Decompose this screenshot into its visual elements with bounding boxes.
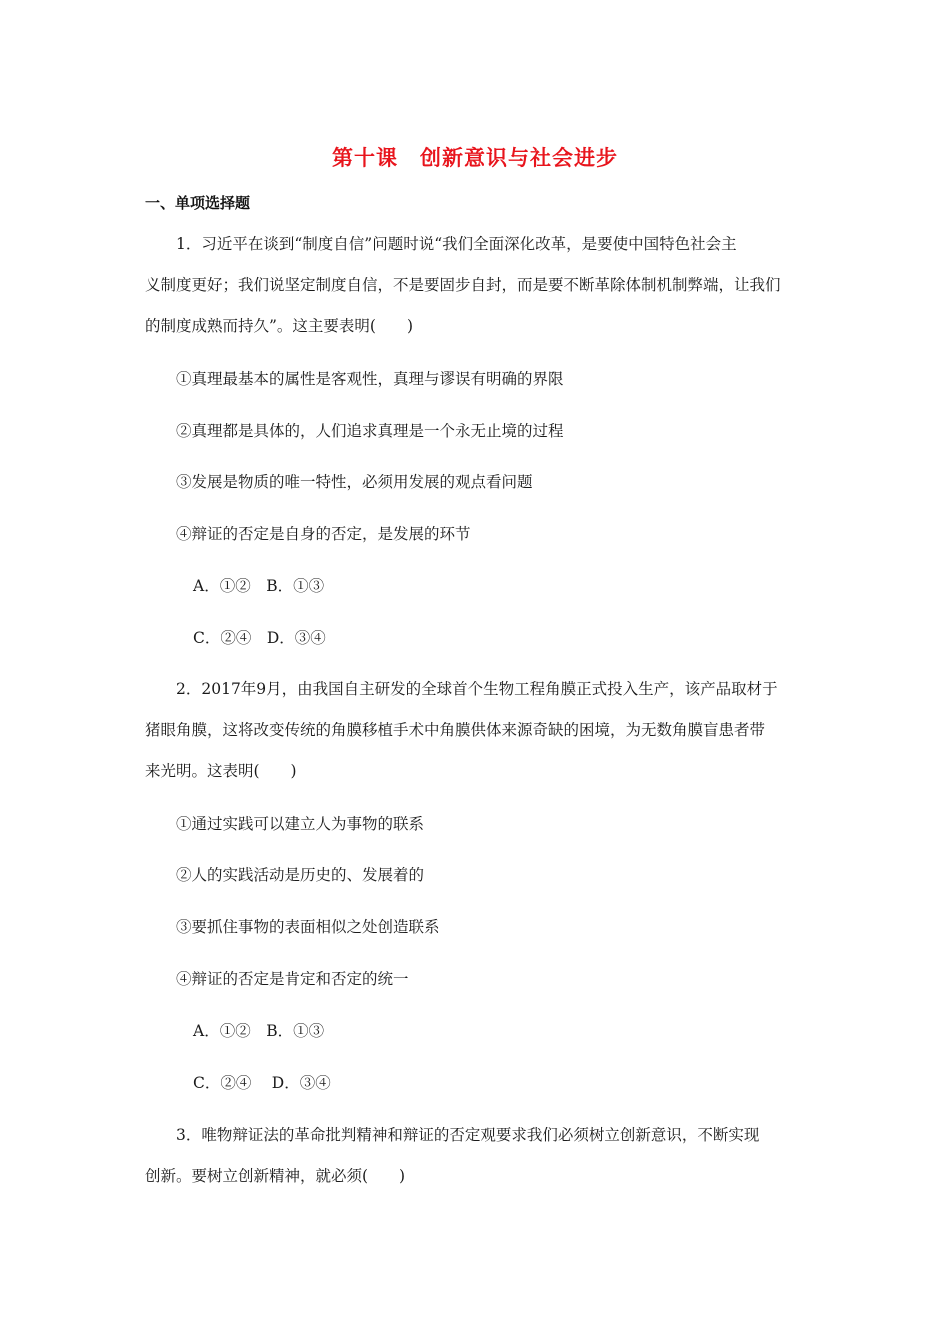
statement: ②人的实践活动是历史的、发展着的 <box>176 866 425 884</box>
answer-options: A．①② B．①③ <box>193 1022 325 1040</box>
question-stem-line: 创新。要树立创新精神，就必须( ) <box>145 1167 406 1185</box>
question-stem-line: 猪眼角膜，这将改变传统的角膜移植手术中角膜供体来源奇缺的困境，为无数角膜盲患者带 <box>145 721 766 739</box>
question-stem-line: 来光明。这表明( ) <box>145 762 297 780</box>
question-stem-line: 3．唯物辩证法的革命批判精神和辩证的否定观要求我们必须树立创新意识，不断实现 <box>176 1126 760 1144</box>
question-stem-line: 2．2017年9月，由我国自主研发的全球首个生物工程角膜正式投入生产，该产品取材于 <box>176 680 778 698</box>
answer-options: C．②④ D．③④ <box>193 1074 331 1092</box>
statement: ③发展是物质的唯一特性，必须用发展的观点看问题 <box>176 473 533 491</box>
answer-options: C．②④ D．③④ <box>193 629 326 647</box>
statement: ①通过实践可以建立人为事物的联系 <box>176 815 425 833</box>
statement: ③要抓住事物的表面相似之处创造联系 <box>176 918 440 936</box>
statement: ④辩证的否定是肯定和否定的统一 <box>176 970 409 988</box>
statement: ②真理都是具体的，人们追求真理是一个永无止境的过程 <box>176 422 564 440</box>
question-stem-line: 的制度成熟而持久”。这主要表明( ) <box>145 317 414 335</box>
statement: ①真理最基本的属性是客观性，真理与谬误有明确的界限 <box>176 370 564 388</box>
question-stem-line: 义制度更好；我们说坚定制度自信，不是要固步自封，而是要不断革除体制机制弊端，让我们 <box>145 276 781 294</box>
question-stem-line: 1．习近平在谈到“制度自信”问题时说“我们全面深化改革，是要使中国特色社会主 <box>176 235 737 253</box>
section-heading: 一、单项选择题 <box>145 194 251 212</box>
answer-options: A．①② B．①③ <box>193 577 325 595</box>
page-title: 第十课 创新意识与社会进步 <box>332 146 618 170</box>
statement: ④辩证的否定是自身的否定，是发展的环节 <box>176 525 471 543</box>
